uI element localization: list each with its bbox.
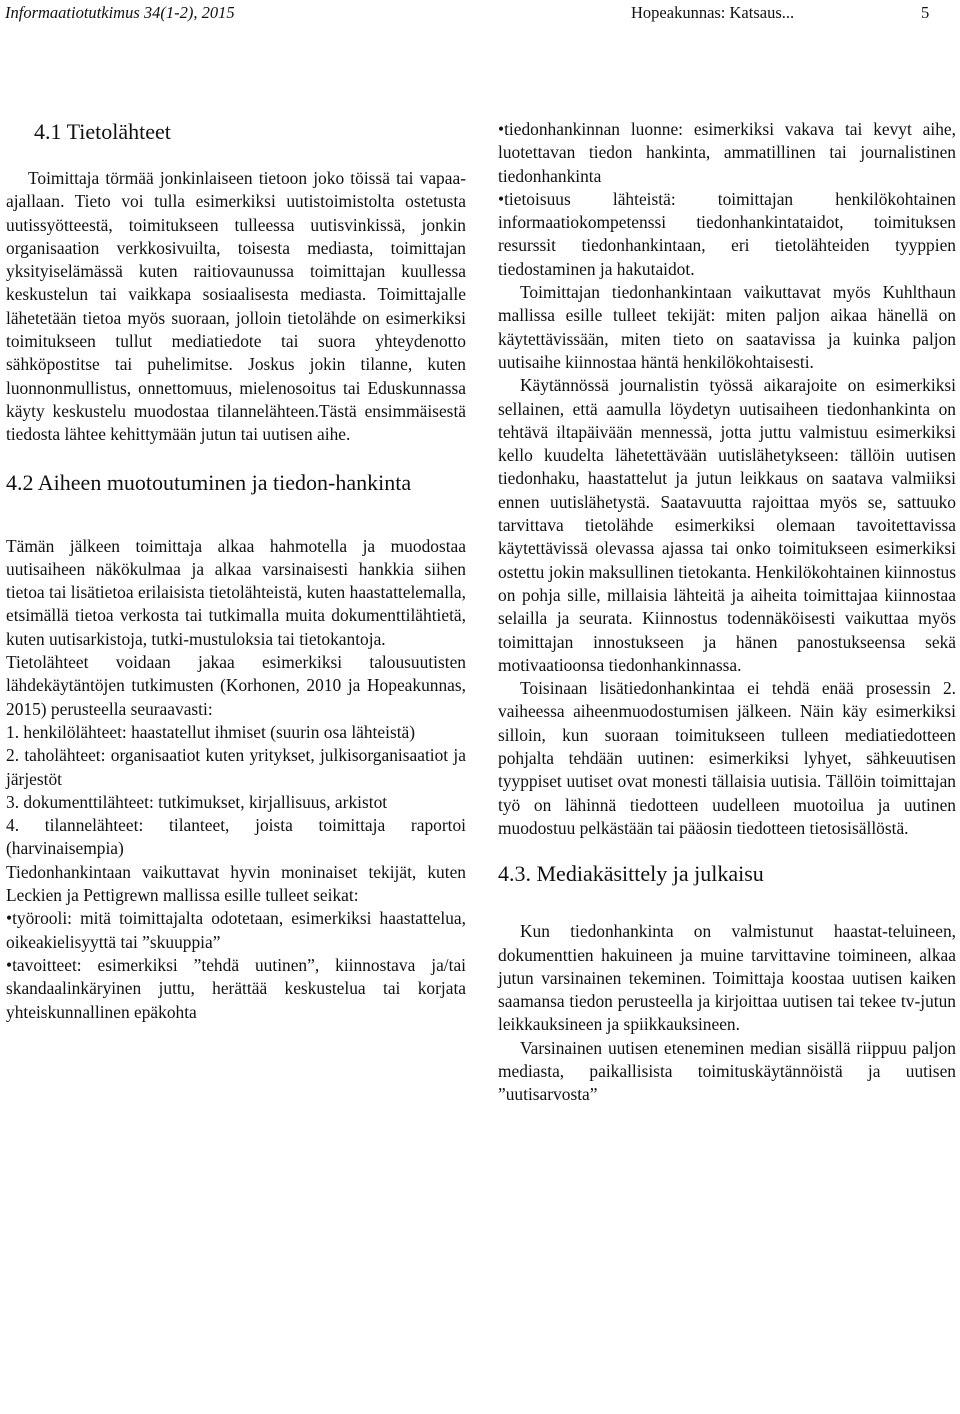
running-title: Hopeakunnas: Katsaus... [631,3,795,22]
journal-citation: Informaatiotutkimus 34(1-2), 2015 [5,3,235,22]
paragraph: Tietolähteet voidaan jakaa esimerkiksi talousuutisten lähdekäytäntöjen tutkimusten (Korhonen, 2010 ja Hopeakunnas, 2015) perusteella seuraavasti: [6,652,466,719]
bullet-item: •tavoitteet: esimerkiksi ”tehdä uutinen”, kiinnostava ja/tai skandaalinkäryinen juttu, herättää keskustelua tai korjata yhteiskunnallinen epäkohta [6,954,466,1022]
paragraph: Kun tiedonhankinta on valmistunut haastat-teluineen, dokumenttien hakuineen ja muine tarvittavine toimineen, alkaa jutun varsinainen tekeminen. Toimittaja koostaa uutisen kaiken saamansa tiedon perusteella ja kirjoittaa uutisen tai tekee tv-jutun leikkauksineen ja spiikkauksineen. [498,921,956,1035]
bullet-item: •tiedonhankinnan luonne: esimerkiksi vakava tai kevyt aihe, luotettavan tiedon hankinta, ammatillinen tai journalistinen tiedonhankinta [498,119,956,186]
paragraph: Toimittaja törmää jonkinlaiseen tietoon joko töissä tai vapaa-ajallaan. Tieto voi tulla esimerkiksi uutistoimistolta ostetusta uutissyötteestä, toimitukseen tulleessa uutisvinkissä, jonkin organisaation verkkosivuilta, toisesta mediasta, toimittajan yksityiselämässä kuten raitiovaunussa toimittajan kuullessa keskustelun tai vaikkapa sosiaalisesta mediasta. Toimittajalle lähetetään tietoa myös suoraan, jolloin tietolähde on esimerkiksi toimitukseen tullut mediatiedote tai suora yhteydenotto sähköpostitse tai puhelimitse. Joskus jokin tilanne, kuten luonnonmullistus, onnettomuus, mielenosoitus tai Eduskunnassa käyty keskustelu muodostaa tilannelähteen.Tästä ensimmäisestä tiedosta lähtee kehittymään jutun tai uutisen aihe. [6,168,466,445]
section-heading-4-1: 4.1 Tietolähteet [34,119,171,144]
paragraph: Tämän jälkeen toimittaja alkaa hahmotella ja muodostaa uutisaiheen näkökulmaa ja alkaa varsinaisesti hankkia siihen tietoa tai lisätietoa erilaisista tietolähteistä, kuten haastattelemalla, etsimällä tietoa verkosta tai tutkimalla muita dokumenttilähtietä, kuten uutisarkistoja, tutki-mustuloksia tai tietokantoja. [6,535,466,649]
paragraph: Tiedonhankintaan vaikuttavat hyvin moninaiset tekijät, kuten Leckien ja Pettigrewn mallissa esille tulleet seikat: [6,861,466,906]
page-number: 5 [921,3,930,22]
bullet-item: •työrooli: mitä toimittajalta odotetaan, esimerkiksi haastattelua, oikeakielisyyttä tai ”skuuppia” [6,908,466,952]
paragraph: Toimittajan tiedonhankintaan vaikuttavat myös Kuhlthaun mallissa esille tulleet tekijät: miten paljon aikaa hänellä on käytettävissään, miten tieto on saatavissa ja kuinka paljon uutisaihe kiinnostaa häntä henkilökohtaisesti. [498,282,956,372]
paragraph: Varsinainen uutisen eteneminen median sisällä riippuu paljon mediasta, paikallisista toimituskäytännöistä ja uutisen ”uutisarvosta” [498,1037,956,1105]
bullet-item: •tietoisuus lähteistä: toimittajan henkilökohtainen informaatiokompetenssi tiedonhankintataidot, toimituksen resurssit tiedonhankintaan, eri tietolähteiden tyyppien tiedostaminen ja hakutaidot. [498,188,956,279]
left-column [6,118,466,1024]
right-column [498,118,956,1107]
list-item: 2. taholähteet: organisaatiot kuten yritykset, julkisorganisaatiot ja järjestöt [6,745,466,789]
paragraph: Käytännössä journalistin työssä aikarajoite on esimerkiksi sellainen, että aamulla löydetyn uutisaiheen tiedonhankinta on tehtävä iltapäivään mennessä, jotta juttu valmistuu esimerkiksi kello kuudelta lähetettävään uutislähetykseen: tällöin uutisen tiedonhaku, haastattelut ja jutun leikkaus on saatava valmiiksi ennen uutislähetystä. Saatavuutta rajoittaa myös se, sattuuko tarvittava tietolähde esimerkiksi olemaan tavoitettavissa käytettävissä olevassa ajassa tai onko toimitukseen esimerkiksi ostettu jokin maksullinen tietokanta. Henkilökohtainen kiinnostus on pohja sille, millaisia lähteitä ja aiheita toimittajaa kiinnostaa selailla ja seurata. Kiinnostus todennäköisesti vaikuttaa myös toimittajan innostukseen ja hänen panostukseensa sekä motivaatioonsa tiedonhankinnassa. [498,375,956,675]
section-heading-4-2: 4.2 Aiheen muotoutuminen ja tiedon-hankinta [6,469,412,495]
list-item: 1. henkilölähteet: haastatellut ihmiset (suurin osa lähteistä) [6,721,416,742]
list-item: 3. dokumenttilähteet: tutkimukset, kirjallisuus, arkistot [6,791,388,812]
list-item: 4. tilannelähteet: tilanteet, joista toimittaja raportoi (harvinaisempia) [6,815,466,859]
paragraph: Toisinaan lisätiedonhankintaa ei tehdä enää prosessin 2. vaiheessa aiheenmuodostumisen jälkeen. Näin käy esimerkiksi silloin, kun suoraan toimitukseen tulleen mediatiedotteen pohjalta tehdään uutinen: esimerkiksi lyhyet, sähkeuutisen tyyppiset uutiset ovat monesti tällaisia uutisia. Tällöin toimittajan työ on lähinnä tiedotteen uudelleen muotoilua ja uutinen muodostuu pelkästään tai pääosin tiedotteen tietosisällöstä. [498,678,956,838]
running-header [5,0,955,26]
section-heading-4-3: 4.3. Mediakäsittely ja julkaisu [498,861,764,887]
